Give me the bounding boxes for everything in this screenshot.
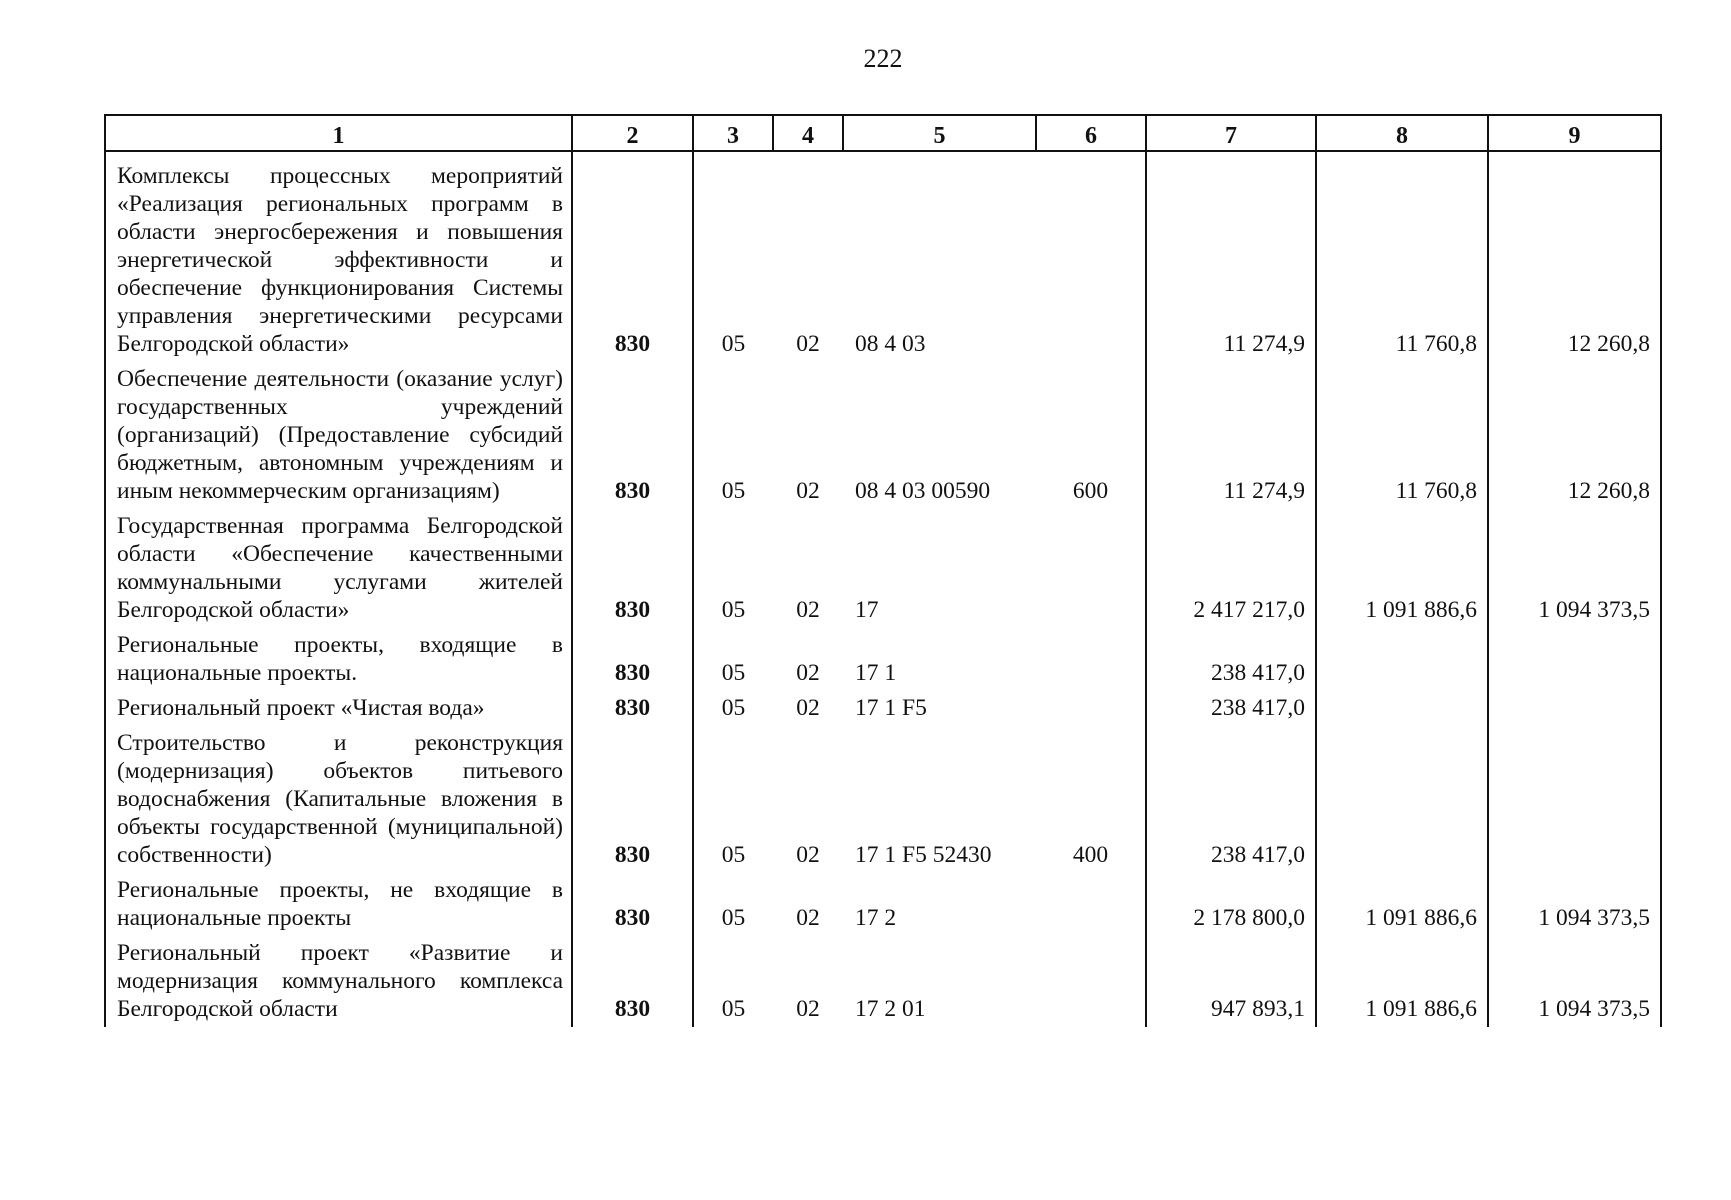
cell-vr xyxy=(1036,509,1146,628)
cell-sum-2 xyxy=(1316,691,1488,726)
cell-pr: 02 xyxy=(796,597,820,623)
cell-sum-1: 238 417,0 xyxy=(1146,628,1316,691)
cell-rz: 05 xyxy=(693,726,773,873)
table-row xyxy=(105,151,1661,362)
cell-grbs: 830 xyxy=(572,873,693,936)
cell-pr: 02 xyxy=(796,660,820,686)
column-header-8: 8 xyxy=(1316,115,1488,151)
cell-rz: 05 xyxy=(693,628,773,691)
cell-sum-1: 238 417,0 xyxy=(1146,691,1316,726)
header-row xyxy=(105,115,1661,151)
cell-rz: 05 xyxy=(693,151,773,362)
cell-sum-2: 11 760,8 xyxy=(1316,362,1488,509)
cell-csr: 17 2 01 xyxy=(855,996,926,1022)
cell-csr: 17 1 xyxy=(855,660,897,686)
table-row xyxy=(105,628,1661,691)
cell-pr: 02 xyxy=(796,478,820,504)
cell-sum-1: 11 274,9 xyxy=(1146,362,1316,509)
column-header-1: 1 xyxy=(105,115,572,151)
budget-table xyxy=(104,114,1662,1027)
cell-grbs: 830 xyxy=(572,151,693,362)
cell-sum-2: 1 091 886,6 xyxy=(1316,873,1488,936)
cell-name: Региональный проект «Развитие и модернизация коммунального комплекса Белгородской области xyxy=(105,936,572,1027)
cell-sum-2: 11 760,8 xyxy=(1316,151,1488,362)
column-header-9: 9 xyxy=(1488,115,1661,151)
cell-grbs: 830 xyxy=(572,691,693,726)
cell-vr: 400 xyxy=(1036,726,1146,873)
cell-pr: 02 xyxy=(796,842,820,868)
cell-rz: 05 xyxy=(693,691,773,726)
cell-rz: 05 xyxy=(693,362,773,509)
column-header-6: 6 xyxy=(1036,115,1146,151)
cell-sum-2: 1 091 886,6 xyxy=(1316,509,1488,628)
cell-grbs: 830 xyxy=(572,936,693,1027)
cell-sum-3: 1 094 373,5 xyxy=(1488,509,1661,628)
column-header-3: 3 xyxy=(693,115,773,151)
cell-rz: 05 xyxy=(693,873,773,936)
cell-csr: 17 1 F5 52430 xyxy=(855,842,992,868)
cell-sum-1: 947 893,1 xyxy=(1146,936,1316,1027)
cell-vr xyxy=(1036,691,1146,726)
table-row xyxy=(105,726,1661,873)
cell-pr: 02 xyxy=(796,905,820,931)
cell-vr xyxy=(1036,936,1146,1027)
cell-sum-3: 1 094 373,5 xyxy=(1488,936,1661,1027)
cell-sum-1: 11 274,9 xyxy=(1146,151,1316,362)
cell-sum-1: 2 417 217,0 xyxy=(1146,509,1316,628)
cell-name: Государственная программа Белгородской области «Обеспечение качественными коммунальными услугами жителей Белгородской области» xyxy=(105,509,572,628)
cell-sum-2 xyxy=(1316,726,1488,873)
column-header-7: 7 xyxy=(1146,115,1316,151)
cell-csr: 17 xyxy=(855,597,879,623)
cell-pr: 02 xyxy=(796,695,820,721)
cell-sum-3: 12 260,8 xyxy=(1488,362,1661,509)
page-number: 222 xyxy=(863,44,903,73)
cell-sum-1: 2 178 800,0 xyxy=(1146,873,1316,936)
cell-pr: 02 xyxy=(796,331,820,357)
table-row xyxy=(105,936,1661,1027)
cell-sum-3 xyxy=(1488,691,1661,726)
cell-vr xyxy=(1036,628,1146,691)
table-row xyxy=(105,362,1661,509)
cell-csr: 08 4 03 xyxy=(855,331,926,357)
cell-name: Строительство и реконструкция (модернизация) объектов питьевого водоснабжения (Капитальные вложения в объекты государственной (муниципальной) собственности) xyxy=(105,726,572,873)
table-body xyxy=(105,151,1661,1027)
cell-vr xyxy=(1036,873,1146,936)
cell-sum-2 xyxy=(1316,628,1488,691)
cell-csr: 17 2 xyxy=(855,905,897,931)
cell-name: Региональные проекты, входящие в национальные проекты. xyxy=(105,628,572,691)
cell-sum-2: 1 091 886,6 xyxy=(1316,936,1488,1027)
cell-sum-3 xyxy=(1488,628,1661,691)
column-header-2: 2 xyxy=(572,115,693,151)
cell-name: Обеспечение деятельности (оказание услуг) государственных учреждений (организаций) (Предоставление субсидий бюджетным, автономным учреждениям и иным некоммерческим организациям) xyxy=(105,362,572,509)
cell-sum-1: 238 417,0 xyxy=(1146,726,1316,873)
cell-vr xyxy=(1036,151,1146,362)
cell-grbs: 830 xyxy=(572,509,693,628)
cell-vr: 600 xyxy=(1036,362,1146,509)
cell-sum-3: 1 094 373,5 xyxy=(1488,873,1661,936)
cell-name: Региональный проект «Чистая вода» xyxy=(105,691,572,726)
cell-grbs: 830 xyxy=(572,362,693,509)
cell-rz: 05 xyxy=(693,936,773,1027)
cell-name: Региональные проекты, не входящие в национальные проекты xyxy=(105,873,572,936)
cell-grbs: 830 xyxy=(572,628,693,691)
cell-sum-3 xyxy=(1488,726,1661,873)
table-row xyxy=(105,509,1661,628)
column-header-4: 4 xyxy=(773,115,843,151)
cell-name: Комплексы процессных мероприятий «Реализация региональных программ в области энергосбережения и повышения энергетической эффективности и обеспечение функционирования Системы управления энергетическими ресурсами Белгородской области» xyxy=(105,151,572,362)
column-header-5: 5 xyxy=(843,115,1036,151)
cell-csr: 08 4 03 00590 xyxy=(855,478,991,504)
cell-pr: 02 xyxy=(796,996,820,1022)
cell-grbs: 830 xyxy=(572,726,693,873)
cell-sum-3: 12 260,8 xyxy=(1488,151,1661,362)
cell-rz: 05 xyxy=(693,509,773,628)
table-row xyxy=(105,873,1661,936)
table-row xyxy=(105,691,1661,726)
cell-csr: 17 1 F5 xyxy=(855,695,927,721)
